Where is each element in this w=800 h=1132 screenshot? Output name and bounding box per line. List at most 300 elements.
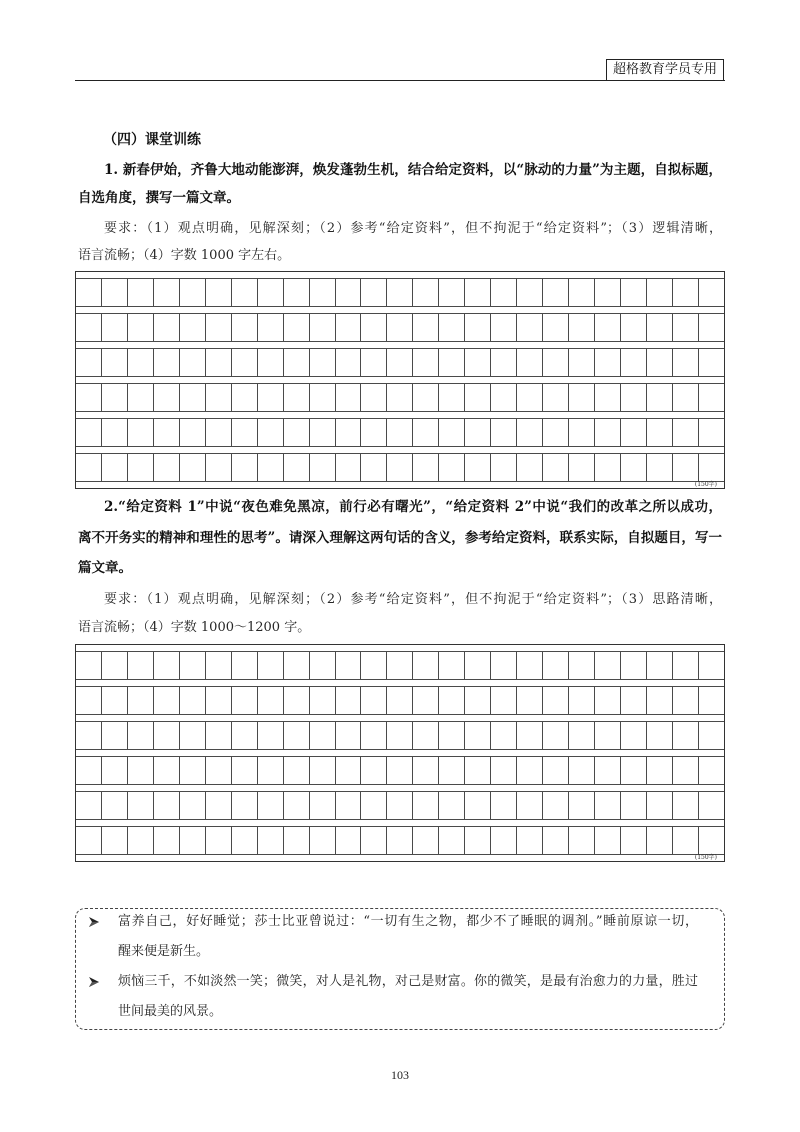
grid-cell <box>621 384 647 411</box>
writing-grid-1 <box>75 271 725 489</box>
grid-cell <box>128 792 154 819</box>
question-2-requirement-line: 语言流畅；（4）字数 1000～1200 字。 <box>78 620 311 635</box>
grid-cell <box>387 757 413 784</box>
grid-cell <box>232 384 258 411</box>
grid-cell <box>543 279 569 306</box>
grid-cell <box>76 454 102 481</box>
grid-cell <box>154 454 180 481</box>
grid-row-separator <box>76 377 724 384</box>
grid-cell <box>258 792 284 819</box>
grid-cell <box>154 722 180 749</box>
grid-cell <box>336 349 362 376</box>
grid-cell <box>128 687 154 714</box>
grid-cell <box>361 314 387 341</box>
grid-cell <box>76 652 102 679</box>
grid-cell <box>413 384 439 411</box>
grid-cell <box>543 454 569 481</box>
grid-cell <box>569 314 595 341</box>
grid-cell <box>361 384 387 411</box>
grid-cell <box>569 279 595 306</box>
grid-cell <box>361 827 387 854</box>
question-2-prompt-line: 2.“给定资料 1”中说“夜色难免黑凉，前行必有曙光”，“给定资料 2”中说“我们的改革之所以成功， <box>104 499 722 515</box>
grid-cell <box>361 279 387 306</box>
grid-cell <box>595 279 621 306</box>
tip-text-line: 烦恼三千，不如淡然一笑；微笑，对人是礼物，对己是财富。你的微笑，是最有治愈力的力量，胜过 <box>118 974 698 989</box>
grid-cell <box>102 454 128 481</box>
grid-cell <box>465 384 491 411</box>
grid-cell <box>673 652 699 679</box>
grid-cell <box>258 454 284 481</box>
question-1-prompt <box>78 156 722 212</box>
page-number: 103 <box>391 1068 409 1082</box>
grid-row <box>76 757 724 785</box>
grid-row <box>76 652 724 680</box>
grid-cell <box>232 419 258 446</box>
grid-row <box>76 792 724 820</box>
tips-box <box>75 908 725 1030</box>
grid-cell <box>180 687 206 714</box>
grid-cell <box>206 314 232 341</box>
grid-cell <box>699 687 724 714</box>
question-1-requirements <box>78 215 722 269</box>
grid-cell <box>673 279 699 306</box>
grid-cell <box>621 652 647 679</box>
grid-cell <box>621 827 647 854</box>
grid-cell <box>439 384 465 411</box>
tip-item <box>76 967 724 1027</box>
grid-cell <box>465 314 491 341</box>
grid-cell <box>336 652 362 679</box>
grid-cell <box>336 792 362 819</box>
grid-cell <box>413 349 439 376</box>
grid-cell <box>673 687 699 714</box>
grid-cell <box>647 349 673 376</box>
grid-cell <box>439 419 465 446</box>
grid-cell <box>284 827 310 854</box>
grid-cell <box>387 687 413 714</box>
grid-cell <box>387 419 413 446</box>
grid-cell <box>517 757 543 784</box>
header-label: 超格教育学员专用 <box>606 59 724 81</box>
grid-cell <box>336 757 362 784</box>
grid-cell <box>439 792 465 819</box>
grid-cell <box>154 792 180 819</box>
grid-cell <box>387 722 413 749</box>
grid-cell <box>310 792 336 819</box>
grid-cell <box>361 792 387 819</box>
grid-cell <box>258 722 284 749</box>
grid-cell <box>361 757 387 784</box>
grid-row-separator <box>76 307 724 314</box>
grid-cell <box>336 419 362 446</box>
grid-cell <box>76 722 102 749</box>
grid-cell <box>154 279 180 306</box>
grid-cell <box>699 314 724 341</box>
grid-cell <box>206 279 232 306</box>
grid-cell <box>569 384 595 411</box>
question-2-prompt-line: 篇文章。 <box>78 560 132 576</box>
grid-cell <box>128 652 154 679</box>
grid-cell <box>491 722 517 749</box>
grid-cell <box>647 652 673 679</box>
grid-row-separator <box>76 272 724 279</box>
grid-cell <box>128 419 154 446</box>
grid-cell <box>595 757 621 784</box>
grid-cell <box>76 384 102 411</box>
grid-cell <box>361 722 387 749</box>
grid-cell <box>699 419 724 446</box>
grid-cell <box>154 314 180 341</box>
grid-cell <box>413 652 439 679</box>
grid-row <box>76 279 724 307</box>
grid-cell <box>102 279 128 306</box>
grid-cell <box>439 454 465 481</box>
grid-cell <box>647 757 673 784</box>
grid-row <box>76 687 724 715</box>
grid-cell <box>621 757 647 784</box>
grid-cell <box>180 384 206 411</box>
grid-cell <box>310 314 336 341</box>
grid-cell <box>232 722 258 749</box>
grid-cell <box>154 757 180 784</box>
grid-cell <box>284 279 310 306</box>
grid-cell <box>543 687 569 714</box>
grid-cell <box>336 454 362 481</box>
grid-cell <box>465 827 491 854</box>
tip-text <box>118 967 698 1027</box>
grid-row-separator <box>76 820 724 827</box>
grid-cell <box>465 652 491 679</box>
grid-cell <box>206 454 232 481</box>
grid-row-separator <box>76 412 724 419</box>
grid-cell <box>517 419 543 446</box>
grid-cell <box>699 454 724 481</box>
grid-cell <box>491 384 517 411</box>
grid-cell <box>102 792 128 819</box>
grid-cell <box>128 349 154 376</box>
grid-cell <box>361 652 387 679</box>
grid-cell <box>543 384 569 411</box>
grid-cell <box>621 314 647 341</box>
grid-cell <box>491 314 517 341</box>
grid-cell <box>232 454 258 481</box>
grid-cell <box>361 349 387 376</box>
grid-cell <box>284 314 310 341</box>
grid-row-separator <box>76 645 724 652</box>
grid-cell <box>673 722 699 749</box>
grid-cell <box>413 827 439 854</box>
grid-char-count-label: (150字) <box>694 854 717 861</box>
grid-cell <box>569 349 595 376</box>
grid-cell <box>284 349 310 376</box>
grid-row <box>76 384 724 412</box>
grid-cell <box>673 314 699 341</box>
grid-cell <box>154 349 180 376</box>
grid-cell <box>180 722 206 749</box>
grid-cell <box>673 349 699 376</box>
grid-cell <box>180 279 206 306</box>
grid-cell <box>336 384 362 411</box>
grid-cell <box>258 419 284 446</box>
grid-cell <box>543 419 569 446</box>
grid-cell <box>621 722 647 749</box>
grid-cell <box>258 279 284 306</box>
grid-cell <box>310 827 336 854</box>
grid-cell <box>491 419 517 446</box>
grid-cell <box>569 827 595 854</box>
grid-cell <box>232 827 258 854</box>
grid-row <box>76 349 724 377</box>
section-title: （四）课堂训练 <box>103 132 201 148</box>
grid-cell <box>439 757 465 784</box>
grid-cell <box>517 722 543 749</box>
grid-cell <box>647 827 673 854</box>
grid-cell <box>517 384 543 411</box>
question-1-prompt-line: 自选角度，撰写一篇文章。 <box>78 190 240 206</box>
grid-cell <box>180 827 206 854</box>
grid-cell <box>154 419 180 446</box>
grid-cell <box>154 384 180 411</box>
grid-cell <box>76 419 102 446</box>
grid-cell <box>673 384 699 411</box>
arrow-bullet-icon <box>88 916 100 928</box>
grid-cell <box>387 349 413 376</box>
grid-cell <box>232 279 258 306</box>
grid-cell <box>413 454 439 481</box>
question-2-prompt-line: 离不开务实的精神和理性的思考”。请深入理解这两句话的含义，参考给定资料，联系实际，自拟题目，写一 <box>78 529 722 546</box>
grid-cell <box>361 687 387 714</box>
grid-cell <box>232 687 258 714</box>
grid-cell <box>232 349 258 376</box>
grid-cell <box>102 757 128 784</box>
grid-cell <box>673 792 699 819</box>
grid-cell <box>102 652 128 679</box>
grid-cell <box>673 419 699 446</box>
grid-cell <box>439 314 465 341</box>
grid-cell <box>621 792 647 819</box>
grid-cell <box>76 314 102 341</box>
grid-cell <box>621 419 647 446</box>
grid-cell <box>413 722 439 749</box>
grid-cell <box>595 314 621 341</box>
grid-cell <box>310 384 336 411</box>
grid-cell <box>310 757 336 784</box>
grid-cell <box>491 827 517 854</box>
question-1-requirement-line: 语言流畅；（4）字数 1000 字左右。 <box>78 248 291 263</box>
grid-cell <box>387 652 413 679</box>
grid-cell <box>543 652 569 679</box>
grid-cell <box>310 279 336 306</box>
grid-row-separator <box>76 342 724 349</box>
grid-cell <box>284 384 310 411</box>
grid-cell <box>128 384 154 411</box>
grid-cell <box>232 652 258 679</box>
grid-cell <box>128 827 154 854</box>
grid-cell <box>465 454 491 481</box>
grid-cell <box>206 384 232 411</box>
grid-cell <box>76 687 102 714</box>
grid-cell <box>336 314 362 341</box>
grid-cell <box>387 279 413 306</box>
grid-cell <box>258 314 284 341</box>
grid-cell <box>647 454 673 481</box>
arrow-bullet-icon <box>88 976 100 988</box>
grid-cell <box>647 419 673 446</box>
grid-cell <box>206 419 232 446</box>
grid-cell <box>206 792 232 819</box>
grid-cell <box>595 827 621 854</box>
grid-cell <box>699 349 724 376</box>
grid-cell <box>76 757 102 784</box>
grid-cell <box>673 827 699 854</box>
grid-cell <box>102 384 128 411</box>
tip-text-line: 富养自己，好好睡觉；莎士比亚曾说过：“一切有生之物，都少不了睡眠的调剂。”睡前原谅一切， <box>118 914 698 929</box>
grid-cell <box>595 454 621 481</box>
grid-cell <box>76 349 102 376</box>
grid-cell <box>413 314 439 341</box>
grid-cell <box>491 652 517 679</box>
grid-cell <box>284 792 310 819</box>
grid-cell <box>336 279 362 306</box>
grid-cell <box>128 722 154 749</box>
grid-cell <box>361 419 387 446</box>
grid-cell <box>310 687 336 714</box>
grid-cell <box>413 757 439 784</box>
grid-cell <box>232 792 258 819</box>
grid-cell <box>258 652 284 679</box>
grid-cell <box>128 279 154 306</box>
grid-cell <box>206 687 232 714</box>
grid-cell <box>76 827 102 854</box>
grid-cell <box>699 827 724 854</box>
grid-cell <box>413 279 439 306</box>
tip-text-line: 世间最美的风景。 <box>118 1004 223 1019</box>
grid-cell <box>284 652 310 679</box>
grid-cell <box>206 722 232 749</box>
grid-cell <box>647 722 673 749</box>
grid-cell <box>361 454 387 481</box>
grid-cell <box>491 279 517 306</box>
grid-cell <box>621 349 647 376</box>
grid-cell <box>284 419 310 446</box>
grid-cell <box>258 757 284 784</box>
grid-cell <box>491 792 517 819</box>
question-2-prompt <box>78 492 722 584</box>
grid-cell <box>543 757 569 784</box>
grid-row-separator <box>76 750 724 757</box>
grid-cell <box>569 454 595 481</box>
grid-cell <box>699 722 724 749</box>
grid-cell <box>439 652 465 679</box>
grid-cell <box>517 454 543 481</box>
grid-cell <box>336 827 362 854</box>
grid-cell <box>102 314 128 341</box>
grid-cell <box>673 757 699 784</box>
grid-cell <box>180 757 206 784</box>
grid-cell <box>102 687 128 714</box>
grid-cell <box>699 792 724 819</box>
grid-cell <box>569 419 595 446</box>
grid-cell <box>154 827 180 854</box>
grid-cell <box>491 687 517 714</box>
question-2-requirements <box>78 586 722 642</box>
grid-cell <box>517 687 543 714</box>
grid-cell <box>699 757 724 784</box>
grid-cell <box>647 279 673 306</box>
writing-grid-2 <box>75 644 725 862</box>
tip-text <box>118 907 698 967</box>
grid-cell <box>647 314 673 341</box>
grid-cell <box>595 687 621 714</box>
grid-cell <box>621 279 647 306</box>
grid-char-count-label: (150字) <box>694 481 717 488</box>
grid-cell <box>595 419 621 446</box>
grid-row <box>76 827 724 855</box>
grid-cell <box>647 687 673 714</box>
grid-cell <box>102 419 128 446</box>
grid-cell <box>154 652 180 679</box>
grid-cell <box>413 419 439 446</box>
grid-cell <box>439 722 465 749</box>
tip-text-line: 醒来便是新生。 <box>118 944 210 959</box>
grid-cell <box>413 792 439 819</box>
question-1-prompt-line: 1. 新春伊始，齐鲁大地动能澎湃，焕发蓬勃生机，结合给定资料，以“脉动的力量”为主题，自拟标题， <box>104 162 722 178</box>
grid-cell <box>284 687 310 714</box>
grid-cell <box>517 827 543 854</box>
grid-cell <box>439 827 465 854</box>
grid-cell <box>284 722 310 749</box>
grid-cell <box>310 419 336 446</box>
grid-cell <box>491 757 517 784</box>
grid-cell <box>154 687 180 714</box>
grid-cell <box>465 722 491 749</box>
grid-cell <box>517 792 543 819</box>
grid-cell <box>387 827 413 854</box>
grid-cell <box>180 314 206 341</box>
grid-cell <box>439 349 465 376</box>
grid-cell <box>595 652 621 679</box>
grid-cell <box>206 757 232 784</box>
grid-cell <box>387 384 413 411</box>
grid-cell <box>543 722 569 749</box>
grid-cell <box>517 314 543 341</box>
grid-cell <box>569 792 595 819</box>
grid-cell <box>595 722 621 749</box>
grid-row <box>76 722 724 750</box>
grid-cell <box>621 687 647 714</box>
grid-cell <box>76 279 102 306</box>
grid-cell <box>543 349 569 376</box>
grid-row-separator <box>76 715 724 722</box>
grid-cell <box>465 687 491 714</box>
grid-cell <box>310 652 336 679</box>
grid-cell <box>465 792 491 819</box>
grid-row-separator <box>76 680 724 687</box>
grid-cell <box>647 384 673 411</box>
grid-cell <box>413 687 439 714</box>
grid-cell <box>232 757 258 784</box>
grid-cell <box>569 757 595 784</box>
grid-cell <box>180 792 206 819</box>
grid-cell <box>465 419 491 446</box>
grid-cell <box>387 314 413 341</box>
grid-cell <box>310 722 336 749</box>
grid-cell <box>517 279 543 306</box>
grid-row-separator <box>76 785 724 792</box>
grid-cell <box>284 454 310 481</box>
grid-cell <box>569 722 595 749</box>
grid-cell <box>102 827 128 854</box>
